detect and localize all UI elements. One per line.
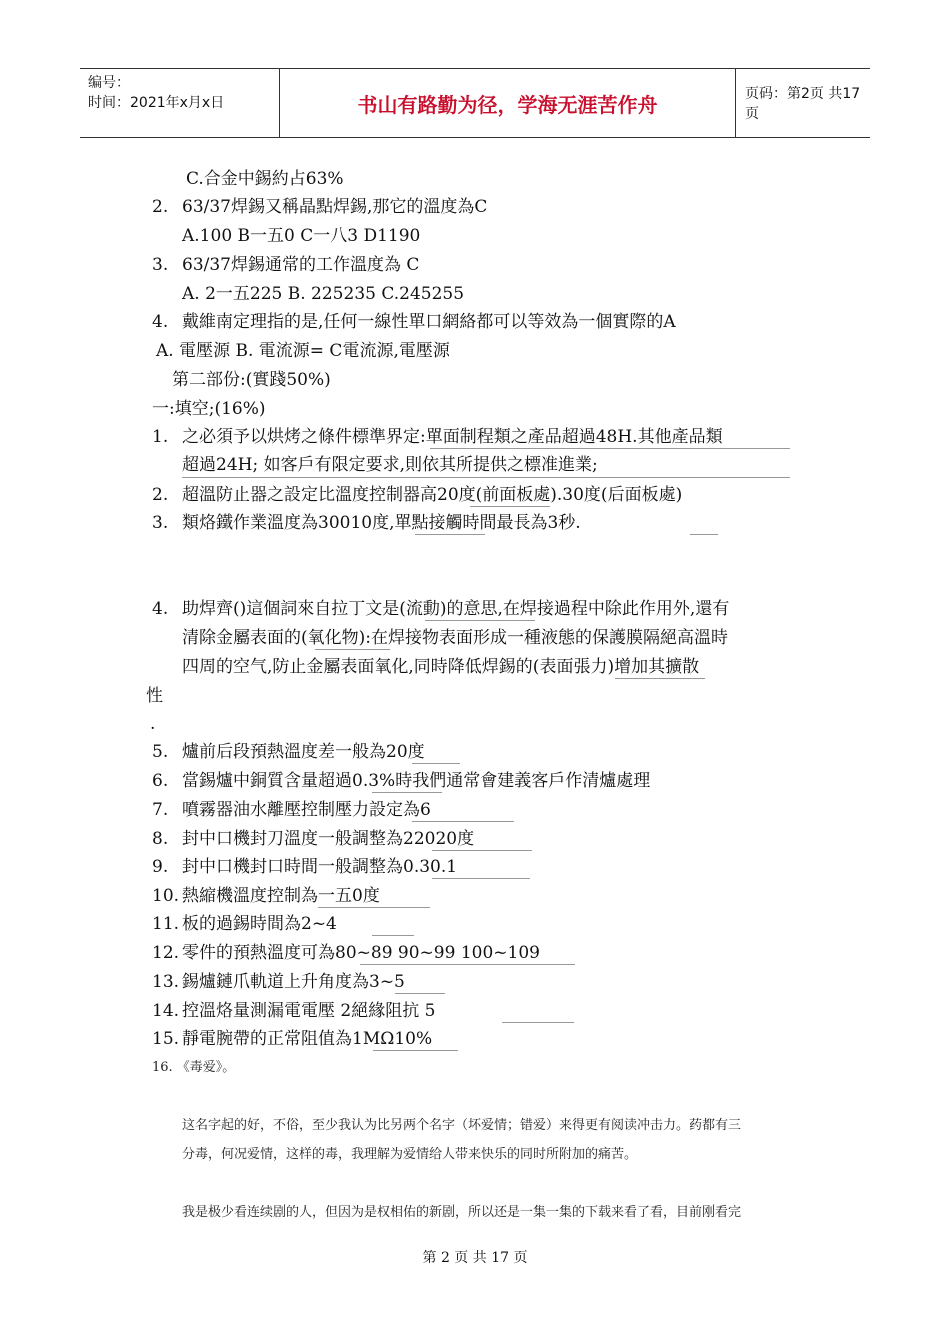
line-num: 2. [152,485,169,505]
line-19: 爐前后段預熱溫度差一般為20度 [182,742,425,762]
line-num: 3. [152,255,169,275]
small-line-2: 这名字起的好，不俗，至少我认为比另两个名字（坏爱情；错爱）来得更有阅读冲击力。药都有三 [182,1118,742,1133]
underline [415,534,485,535]
underline [412,763,460,764]
line-5: A. 2一五225 B. 225235 C.245255 [182,284,465,304]
line-22: 封中口機封刀溫度一般調整為22020度 [182,829,475,849]
page-header [80,68,870,138]
time-label: 时间：2021年x月x日 [88,95,225,111]
small-line-3: 分毒，何况爱情，这样的毒，我理解为爱情给人带来快乐的同时所附加的痛苦。 [182,1147,638,1162]
line-24: 熱縮機溫度控制為一五0度 [182,886,380,906]
underline [425,620,535,621]
line-7: A. 電壓源 B. 電流源= C電流源,電壓源 [156,341,450,361]
underline [318,907,430,908]
line-11: 超過24H; 如客戶有限定要求,則依其所提供之標准進業; [182,455,598,475]
line-14: 助焊齊()這個詞來自拉丁文是(流動)的意思,在焊接過程中除此作用外,還有 [182,599,730,619]
line-16: 四周的空气,防止金屬表面氧化,同時降低焊錫的(表面張力)增加其擴散 [182,657,700,677]
line-15: 清除金屬表面的(氧化物):在焊接物表面形成一種液態的保護膜隔絕高溫時 [182,628,728,648]
underline [690,534,718,535]
underline [430,448,790,449]
line-num: 14. [152,1001,180,1021]
line-29: 靜電腕帶的正常阻值為1MΩ10% [182,1029,433,1049]
line-num: 11. [152,914,180,934]
line-num: 1. [152,427,169,447]
line-13: 類烙鐵作業溫度為30010度,單點接觸時間最長為3秒. [182,513,581,533]
page-footer: 第 2 页 共 17 页 [422,1250,528,1266]
line-num: 9. [152,857,169,877]
small-line-4: 我是极少看连续剧的人，但因为是权相佑的新剧，所以还是一集一集的下载来看了看，目前刚看完 [182,1205,742,1220]
line-26: 零件的預熱溫度可為80~89 90~99 100~109 [182,943,540,963]
header-page-info: 页码：第2页 共17页 [745,86,861,122]
line-2: 63/37焊錫又稱晶點焊錫,那它的溫度為C [182,197,488,217]
underline [373,1050,458,1051]
line-6: 戴維南定理指的是,任何一線性單口網絡都可以等效為一個實際的A [182,312,676,332]
header-motto: 书山有路勤为径，学海无涯苦作舟 [280,69,736,137]
underline [395,993,445,994]
line-num: 2. [152,197,169,217]
underline [315,649,390,650]
line-21: 噴霧器油水離壓控制壓力設定為6 [182,800,431,820]
underline [470,506,550,507]
line-12: 超溫防止器之設定比溫度控制器高20度(前面板處).30度(后面板處) [182,485,683,505]
line-10: 之必須予以烘烤之條件標準界定:單面制程類之產品超過48H.其他產品類 [182,427,723,447]
line-28: 控溫烙量測漏電電壓 2絕緣阻抗 5 [182,1001,436,1021]
line-num: 7. [152,800,169,820]
line-num: 4. [152,599,169,619]
line-num: 5. [152,742,169,762]
underline [372,935,414,936]
line-num: 13. [152,972,180,992]
line-num: 10. [152,886,180,906]
line-18: . [150,714,156,734]
line-20: 當錫爐中銅質含量超過0.3%時我們通常會建義客戶作清爐處理 [182,771,651,791]
line-num: 12. [152,943,180,963]
underline [432,850,532,851]
small-line-1: 16. 《毒爱》。 [152,1060,236,1075]
line-27: 錫爐鏈爪軌道上升角度為3~5 [182,972,405,992]
line-23: 封中口機封口時間一般調整為0.30.1 [182,857,458,877]
underline [615,678,705,679]
line-num: 4. [152,312,169,332]
underline [432,878,530,879]
line-3: A.100 B一五0 C一八3 D1190 [182,226,421,246]
line-4: 63/37焊錫通常的工作溫度為 C [182,255,420,275]
underline [360,964,575,965]
line-num: 3. [152,513,169,533]
underline [412,821,514,822]
header-meta [80,69,280,137]
underline [372,792,442,793]
line-num: 15. [152,1029,180,1049]
subsection-title: 一:填空;(16%) [152,399,266,419]
number-label: 编号： [88,75,130,91]
underline [182,477,790,478]
section-title: 第二部份:(實踐50%) [172,370,331,390]
line-num: 6. [152,771,169,791]
underline [502,1022,574,1023]
line-1: C.合金中錫約占63% [186,169,344,189]
line-num: 8. [152,829,169,849]
line-25: 板的過錫時間為2~4 [182,914,337,934]
line-17: 性 [146,686,163,706]
